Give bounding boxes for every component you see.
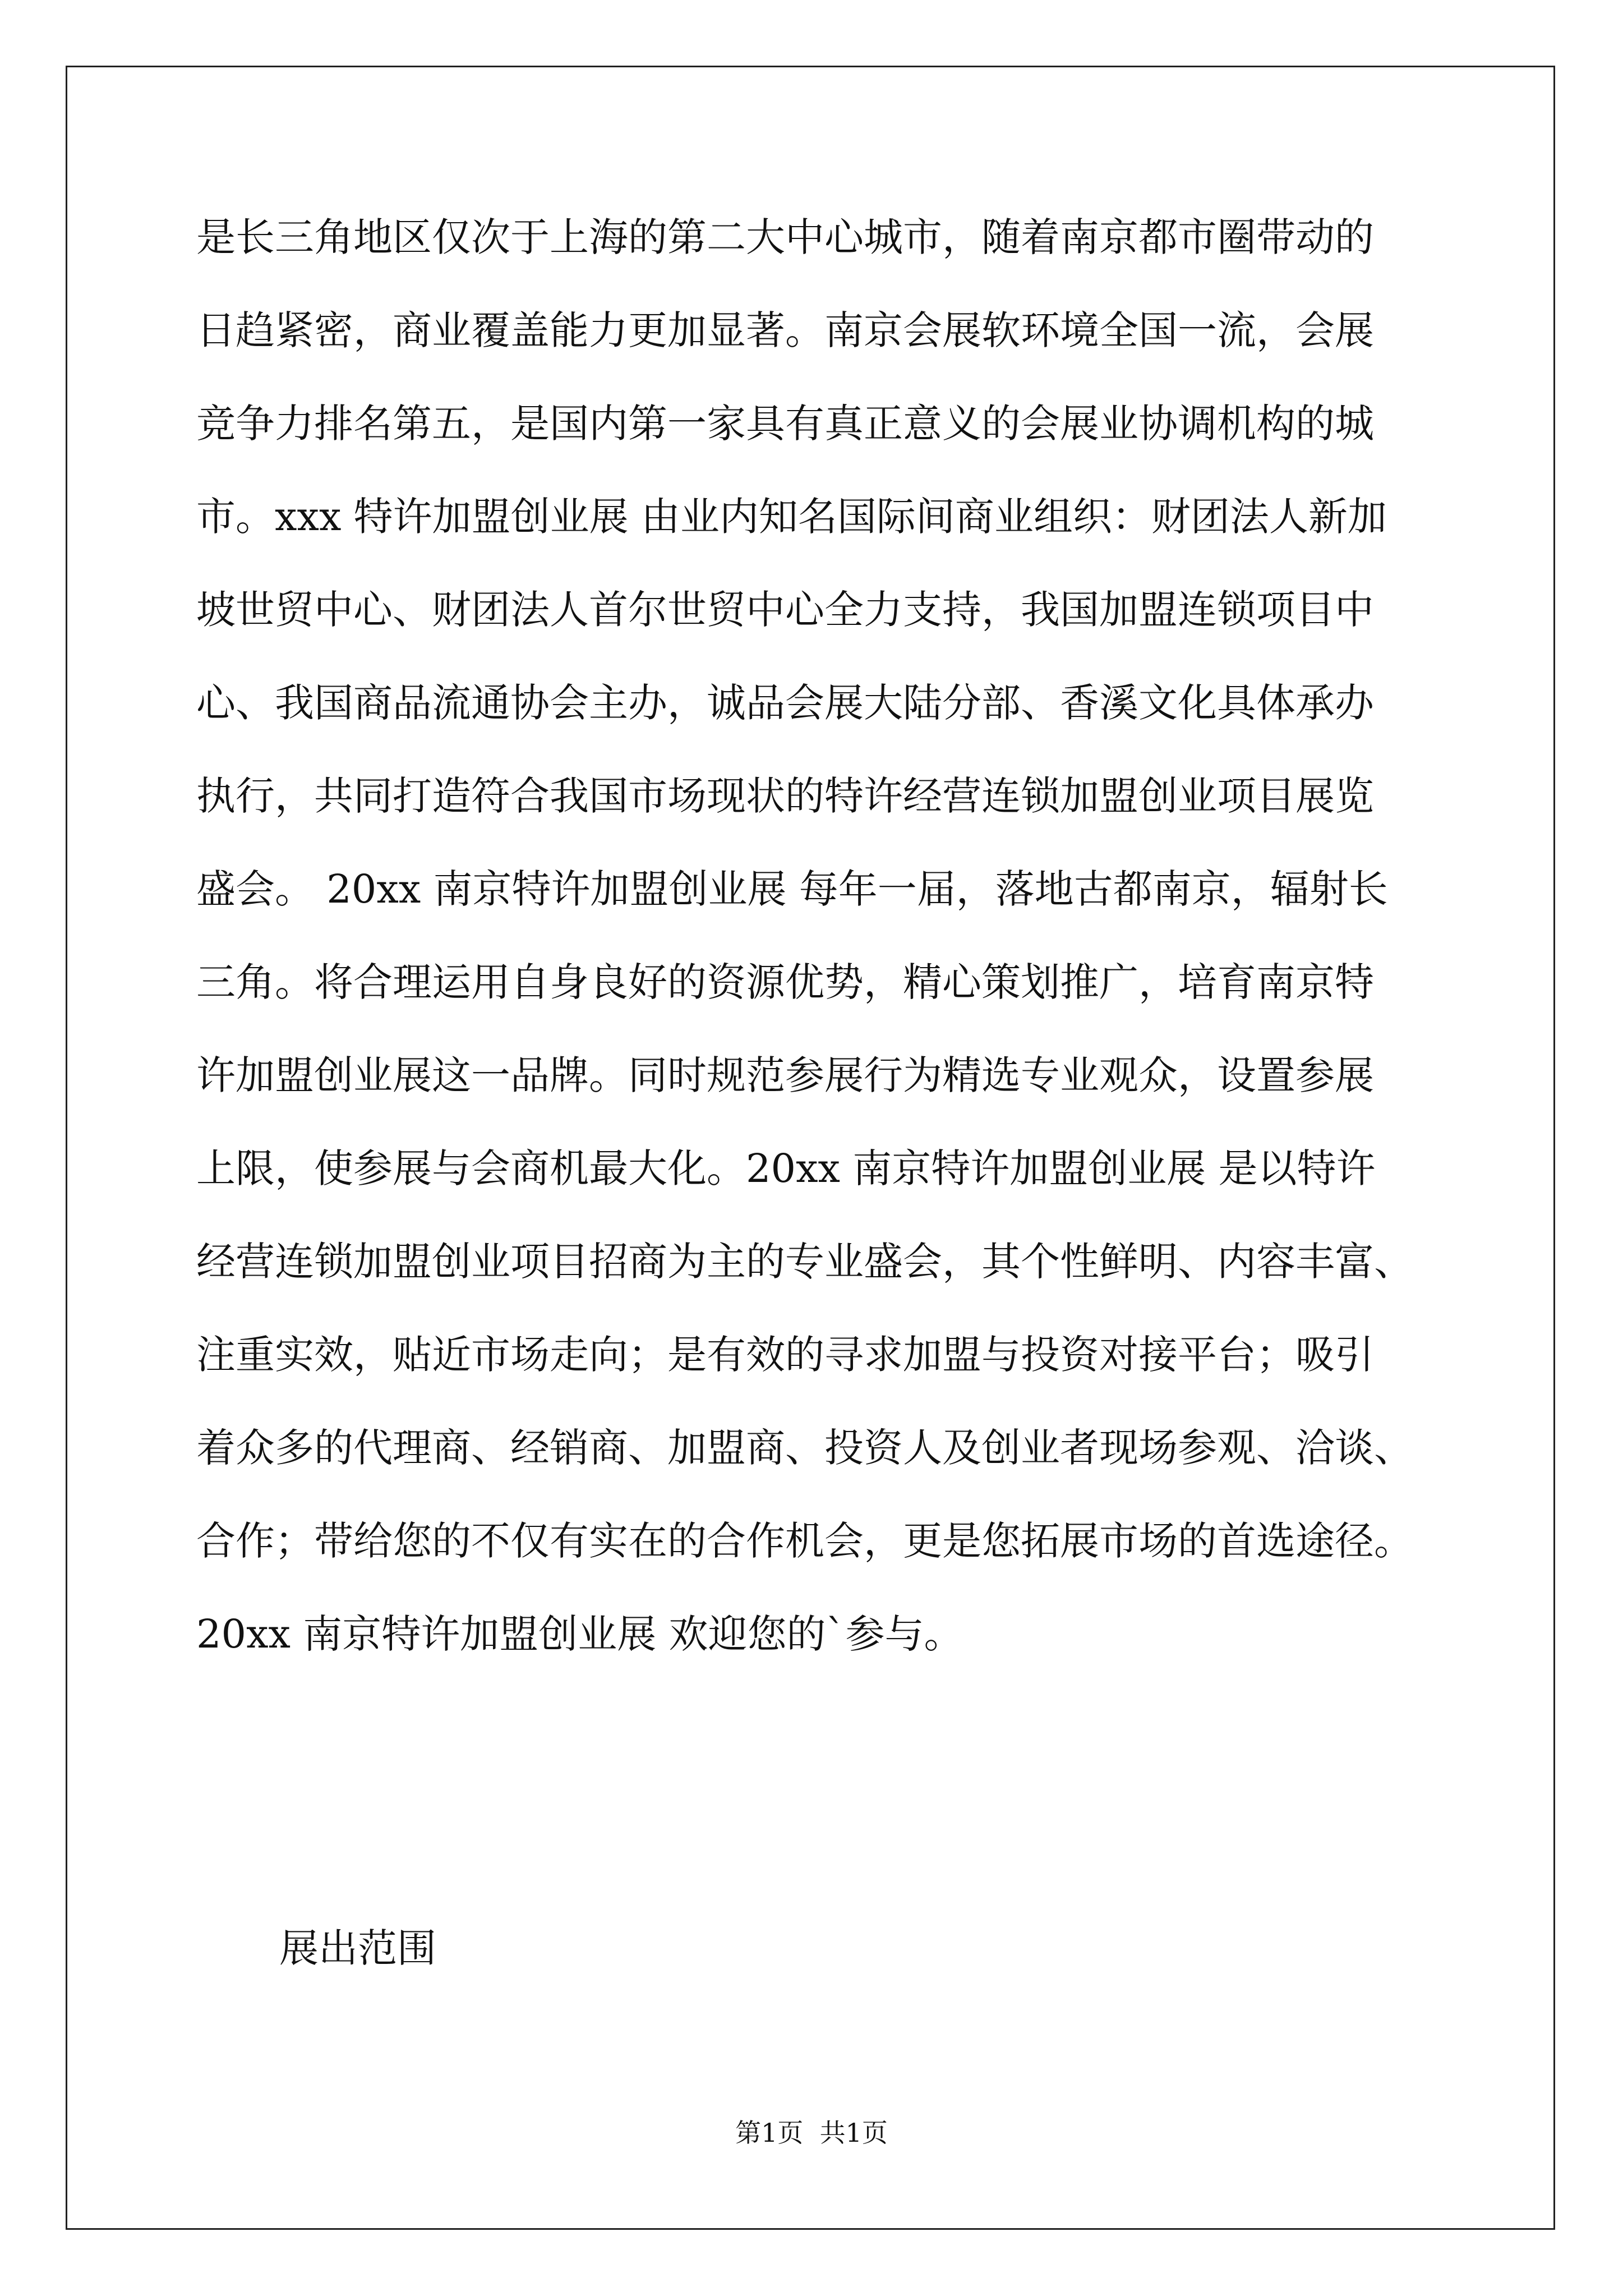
paragraph-line: 三角。将合理运用自身良好的资源优势，精心策划推广，培育南京特 [196,959,1374,1005]
paragraph-line: 盛会。 20xx 南京特许加盟创业展 每年一届，落地古都南京，辐射长 [196,866,1388,912]
paragraph-line: 20xx 南京特许加盟创业展 欢迎您的`参与。 [196,1611,963,1657]
paragraph-line: 许加盟创业展这一品牌。同时规范参展行为精选专业观众，设置参展 [196,1052,1374,1098]
paragraph-line: 上限，使参展与会商机最大化。20xx 南京特许加盟创业展 是以特许 [196,1145,1376,1191]
page-footer: 第1页 共1页 [735,2118,888,2148]
body-paragraph [196,191,1464,1681]
paragraph-line: 坡世贸中心、财团法人首尔世贸中心全力支持，我国加盟连锁项目中 [196,587,1374,633]
paragraph-line: 合作；带给您的不仅有实在的合作机会，更是您拓展市场的首选途径。 [196,1518,1413,1564]
paragraph-line: 着众多的代理商、经销商、加盟商、投资人及创业者现场参观、洽谈、 [196,1425,1413,1471]
paragraph-line: 日趋紧密，商业覆盖能力更加显著。南京会展软环境全国一流，会展 [196,307,1374,353]
section-heading: 展出范围 [279,1925,436,1971]
paragraph-line: 心、我国商品流通协会主办，诚品会展大陆分部、香溪文化具体承办 [196,680,1374,726]
paragraph-line: 是长三角地区仅次于上海的第二大中心城市，随着南京都市圈带动的 [196,214,1374,260]
paragraph-line: 经营连锁加盟创业项目招商为主的专业盛会，其个性鲜明、内容丰富、 [196,1239,1413,1285]
paragraph-line: 注重实效，贴近市场走向；是有效的寻求加盟与投资对接平台；吸引 [196,1332,1374,1378]
paragraph-line: 竞争力排名第五，是国内第一家具有真正意义的会展业协调机构的城 [196,401,1374,447]
paragraph-line: 执行，共同打造符合我国市场现状的特许经营连锁加盟创业项目展览 [196,773,1374,819]
paragraph-line: 市。xxx 特许加盟创业展 由业内知名国际间商业组织：财团法人新加 [196,494,1387,540]
